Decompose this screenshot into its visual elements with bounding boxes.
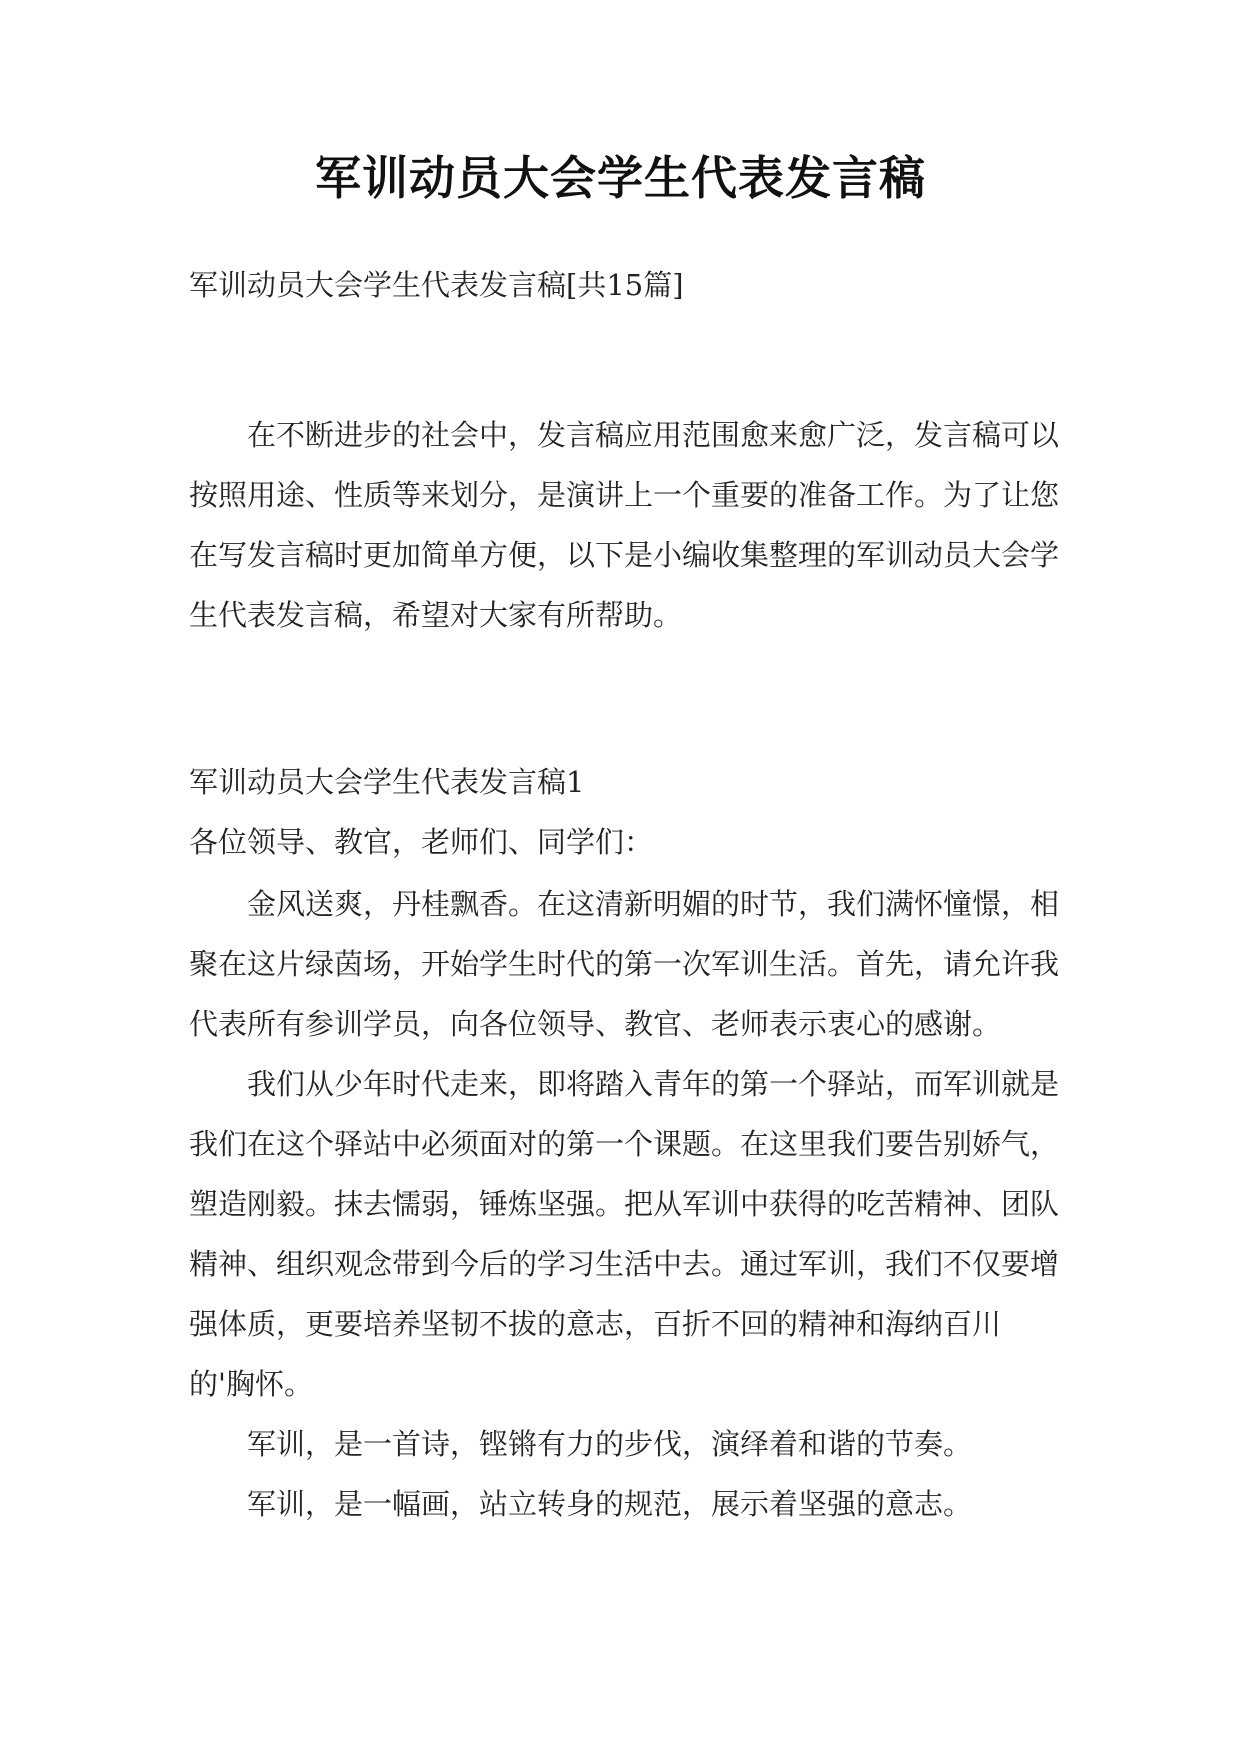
document-title: 军训动员大会学生代表发言稿 xyxy=(315,151,926,205)
section-heading: 军训动员大会学生代表发言稿1 xyxy=(189,765,585,799)
body-paragraph: 金风送爽，丹桂飘香。在这清新明媚的时节，我们满怀憧憬，相聚在这片绿茵场，开始学生时代的第一次军训生活。首先，请允许我代表所有参训学员，向各位领导、教官、老师表示衷心的感谢。 xyxy=(189,887,1060,1041)
salutation: 各位领导、教官，老师们、同学们： xyxy=(189,825,654,859)
intro-paragraph: 在不断进步的社会中，发言稿应用范围愈来愈广泛，发言稿可以按照用途、性质等来划分，是演讲上一个重要的准备工作。为了让您在写发言稿时更加简单方便，以下是小编收集整理的军训动员大会学生代表发言稿，希望对大家有所帮助。 xyxy=(189,418,1060,632)
body-paragraph: 我们从少年时代走来，即将踏入青年的第一个驿站，而军训就是我们在这个驿站中必须面对的第一个课题。在这里我们要告别娇气，塑造刚毅。抹去懦弱，锤炼坚强。把从军训中获得的吃苦精神、团队精神、组织观念带到今后的学习生活中去。通过军训，我们不仅要增强体质，更要培养坚韧不拔的意志，百折不回的精神和海纳百川的'胸怀。 xyxy=(189,1067,1060,1401)
speech-body xyxy=(189,874,1059,1534)
body-paragraph: 军训，是一幅画，站立转身的规范，展示着坚强的意志。 xyxy=(247,1487,973,1521)
body-paragraph: 军训，是一首诗，铿锵有力的步伐，演绎着和谐的节奏。 xyxy=(247,1427,973,1461)
document-subtitle: 军训动员大会学生代表发言稿[共15篇] xyxy=(189,268,684,302)
